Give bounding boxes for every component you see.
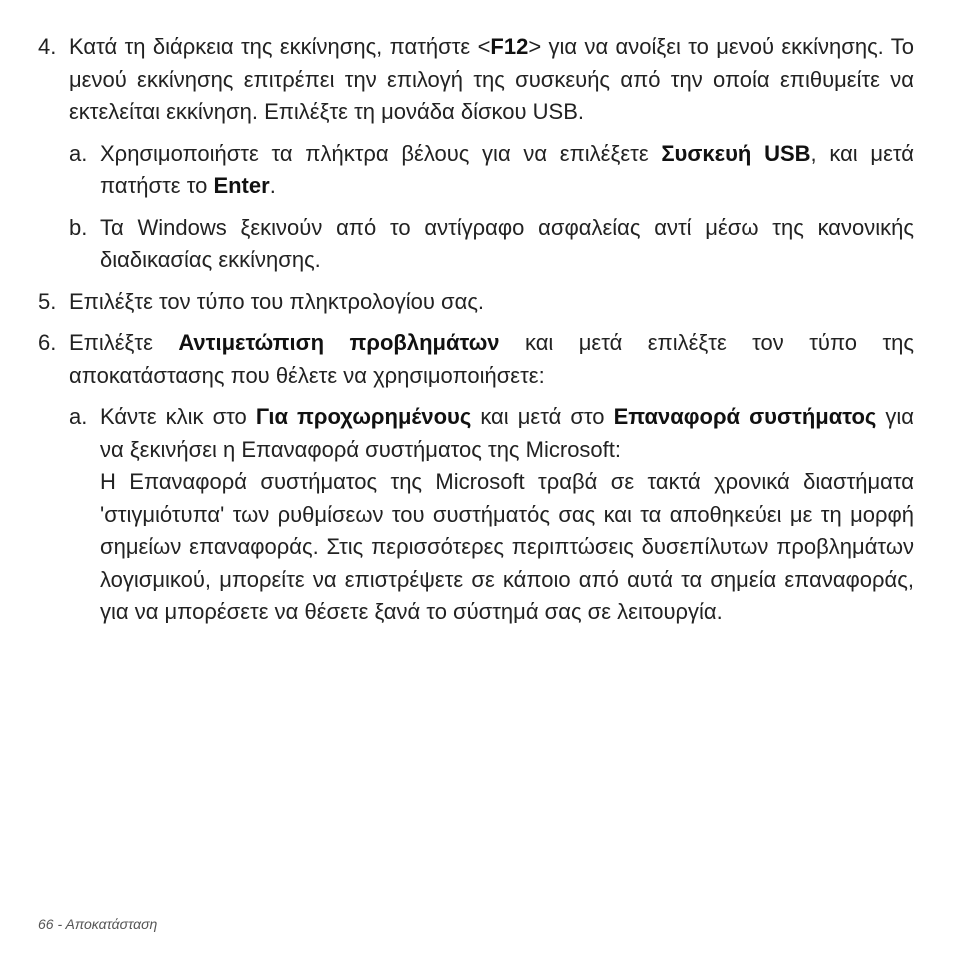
- step-text: Επιλέξτε τον τύπο του πληκτρολογίου σας.: [69, 288, 485, 314]
- substep-4b: [69, 212, 914, 277]
- troubleshoot-term: Αντιμετώπιση προβλημάτων: [178, 330, 500, 355]
- step-number: 6.: [38, 330, 57, 355]
- usb-device-term: Συσκευή USB: [661, 140, 811, 166]
- step-number: 5.: [38, 288, 57, 314]
- step-text: Κατά τη διάρκεια της εκκίνησης, πατήστε <F12> για να ανοίξει το μενού εκκίνησης. Το μενού εκκίνησης επιτρέπει την επιλογή της συσκευής από την οποία επιθυμείτε να εκτελείται εκκίνηση. Επιλέξτε τη μονάδα δίσκου USB.: [69, 34, 914, 124]
- substep-text: Χρησιμοποιήστε τα πλήκτρα βέλους για να επιλέξετε Συσκευή USB, και μετά πατήστε το Enter.: [100, 140, 914, 198]
- substep-letter: a.: [69, 140, 88, 166]
- key-f12: F12: [490, 34, 529, 59]
- substep-4a: [69, 138, 914, 203]
- step-6: [38, 327, 914, 392]
- substep-letter: a.: [69, 404, 88, 429]
- advanced-options-term: Για προχωρημένους: [255, 404, 472, 429]
- step-number: 4.: [38, 34, 57, 59]
- substep-6a: [69, 401, 914, 629]
- document-body: [38, 31, 914, 638]
- substep-text: Τα Windows ξεκινούν από το αντίγραφο ασφαλείας αντί μέσω της κανονικής διαδικασίας εκκίνησης.: [100, 214, 914, 272]
- substep-letter: b.: [69, 214, 88, 240]
- system-restore-term: Επαναφορά συστήματος: [613, 404, 877, 429]
- step-5: [38, 286, 914, 319]
- step-text: Επιλέξτε Αντιμετώπιση προβλημάτων και μετά επιλέξτε τον τύπο της αποκατάστασης που θέλετε να χρησιμοποιήσετε:: [69, 330, 914, 388]
- step-4: [38, 31, 914, 129]
- substep-paragraph: Η Επαναφορά συστήματος της Microsoft τραβά σε τακτά χρονικά διαστήματα 'στιγμιότυπα' των ρυθμίσεων του συστήματός σας και τα αποθηκεύει με τη μορφή σημείων επαναφοράς. Στις περισσότερες περιπτώσεις δυσεπίλυτων προβλημάτων λογισμικού, μπορείτε να επιστρέψετε σε κάποιο από αυτά τα σημεία επαναφοράς, για να μπορέσετε να θέσετε ξανά το σύστημά σας σε λειτουργία.: [100, 469, 914, 624]
- substep-text: Κάντε κλικ στο Για προχωρημένους και μετά στο Επαναφορά συστήματος για να ξεκινήσει η Επαναφορά συστήματος της Microsoft:: [100, 404, 915, 462]
- page-footer: 66 - Αποκατάσταση: [38, 916, 158, 932]
- enter-key-term: Enter: [213, 173, 270, 198]
